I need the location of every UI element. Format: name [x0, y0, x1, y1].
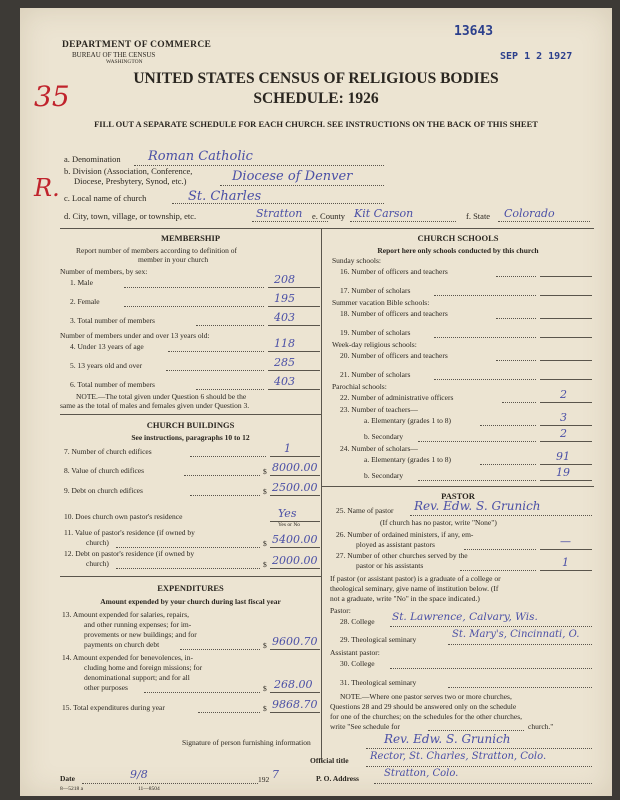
q27-label-1: 27. Number of other churches served by the — [336, 551, 468, 560]
form-instructions: FILL OUT A SEPARATE SCHEDULE FOR EACH CHURCH. SEE INSTRUCTIONS ON THE BACK OF THIS SHEET — [94, 119, 538, 129]
q25-value: Rev. Edw. S. Grunich — [414, 499, 541, 513]
sunday-schools-label: Sunday schools: — [332, 256, 381, 265]
q30-label: 30. College — [340, 659, 375, 668]
state-value: Colorado — [504, 207, 555, 220]
q6-label: 6. Total number of members — [70, 380, 155, 389]
q13-label-1: 13. Amount expended for salaries, repairs, — [62, 610, 190, 619]
q6-value: 403 — [274, 375, 295, 388]
division-value: Diocese of Denver — [232, 169, 353, 184]
department-name: DEPARTMENT OF COMMERCE — [62, 40, 212, 50]
q27-value: 1 — [562, 556, 569, 569]
q8-value: 8000.00 — [272, 461, 318, 474]
q17-label: 17. Number of scholars — [340, 286, 411, 295]
official-title-label: Official title — [310, 756, 349, 765]
q4-value: 118 — [274, 337, 295, 350]
pastor-heading: PASTOR — [441, 491, 475, 501]
q14-label-3: denominational support; and for all — [84, 673, 190, 682]
stamp-number: 13643 — [454, 24, 494, 39]
division-label-1: b. Division (Association, Conference, — [64, 166, 193, 176]
q14-label-1: 14. Amount expended for benevolences, in- — [62, 653, 194, 662]
q14-value: 268.00 — [274, 678, 313, 691]
age-intro-label: Number of members under and over 13 years old: — [60, 331, 210, 340]
q25-note: (If church has no pastor, write "None") — [380, 518, 497, 527]
q15-label: 15. Total expenditures during year — [62, 703, 165, 712]
graduate-note-2: theological seminary, give name of institution below. (If — [330, 584, 499, 593]
margin-letter: R. — [34, 174, 60, 202]
year-prefix: 192 — [258, 775, 270, 784]
q13-value: 9600.70 — [272, 635, 318, 648]
city-value: Stratton — [256, 207, 303, 220]
q23b-label: b. Secondary — [364, 432, 404, 441]
q22-value: 2 — [560, 388, 567, 401]
graduate-note-3: not a graduate, write "No" in the space indicated.) — [330, 594, 480, 603]
q13-label-3: provements or new buildings; and for — [84, 630, 197, 639]
q19-label: 19. Number of scholars — [340, 328, 411, 337]
po-address-label: P. O. Address — [316, 774, 359, 783]
q5-value: 285 — [274, 356, 295, 369]
q26-value: — — [560, 535, 571, 548]
census-form-sheet: DEPARTMENT OF COMMERCE BUREAU OF THE CENSUS WASHINGTON 13643 SEP 1 2 1927 35 R. UNITED STATES CENSUS OF RELIGIOUS BODIES SCHEDULE: 1926 FILL OUT A SEPARATE SCHEDULE FOR EACH CHURCH. SEE INSTRUCTIONS ON THE BACK OF THIS SHEET a. Denomination Roman Catholic b. Division (Association, Conference, Diocese, Presbytery, Synod, etc.) Diocese of Denver c. Local name of church St. Charles d. City, town, village, or township, etc. Stratton e. County Kit Carson f. State Colorado MEMBERSHIP Report number of members according to definition of member in your church Number of members, by sex: 1. Male 208 2. Female 195 3. Total number of members 403 Number of members under and over 13 years old: 4. Under 13 years of age 118 5. 13 years old and over 285 6. Total number of members 403 NOTE.—The total given under Question 6 should be the same as the total of males and females given under Question 3. CHURCH BUILDINGS See instructions, paragraphs 10 to 12 7. Number of church edifices 1 8. Value of church edifices $ 8000.00 9. Debt on church edifices $ 2500.00 10. Does church own pastor's residence Yes Yes or No 11. Value of pastor's residence (if owned by church) $ 5400.00 12. Debt on pastor's residence (if owned by church) $ 2000.00 EXPENDITURES Amount expended by your church during last fiscal year 13. Amount expended for salaries, repairs, and other running expenses; for im- provements or new buildings; and for payments on church debt $ 9600.70 14. Amount expended for benevolences, in- cluding home and foreign missions; for denominational support; and for all other purposes $ 268.00 15. Total expenditures during year $ 9868.70 CHURCH SCHOOLS Report here only schools conducted by this church Sunday schools: 16. Number of officers and teachers 17. Number of scholars Summer vacation Bible schools: 18. Number of officers and teachers 19. Number of scholars Week-day religious schools: 20. Number of officers and teachers 21. Number of scholars Parochial schools: 22. Number of administrative officers 2 23. Number of teachers— a. Elementary (grades 1 to 8) 3 b. Secondary 2 24. Number of scholars— a. Elementary (grades 1 to 8) 91 b. Secondary 19 PASTOR 25. Name of pastor Rev. Edw. S. Grunich (If church has no pastor, write "None") 26. Number of ordained ministers, if any, em- ployed as assistant pastors — 27. Number of other churches served by the pastor or his assistants 1 If pastor (or assistant pastor) is a graduate of a college or theological seminary, give name of institution below. (If not a graduate, write "No" in the space indicated.) Pastor: 28. College St. Lawrence, Calvary, Wis. 29. Theological seminary St. Mary's, Cincinnati, O. Assistant pastor: 30. College 31. Theological seminary NOTE.—Where one pastor serves two or more churches, Questions 28 and 29 should be answered only on the schedule for one of the churches; on the schedules for the other churches, write "See schedule for church." Signature of person furnishing information Rev. Edw. S. Grunich Official title Rector, St. Charles, Stratton, Colo. Date 9/8 192 7 P. O. Address Stratton, Colo. 8—5218 a 11—8504 — [20, 8, 612, 796]
q28-label: 28. College — [340, 617, 375, 626]
margin-number: 35 — [34, 80, 70, 113]
q23b-value: 2 — [560, 427, 567, 440]
county-label: e. County — [312, 211, 346, 221]
membership-intro-1: Report number of members according to definition of — [76, 246, 237, 255]
q2-label: 2. Female — [70, 297, 100, 306]
denomination-label: a. Denomination — [64, 154, 121, 164]
q10-label: 10. Does church own pastor's residence — [64, 512, 183, 521]
q18-label: 18. Number of officers and teachers — [340, 309, 448, 318]
q16-label: 16. Number of officers and teachers — [340, 267, 448, 276]
summer-schools-label: Summer vacation Bible schools: — [332, 298, 430, 307]
form-code-1: 8—5218 a — [60, 786, 84, 792]
yes-no-hint: Yes or No — [278, 522, 301, 528]
q23a-label: a. Elementary (grades 1 to 8) — [364, 416, 452, 425]
q15-value: 9868.70 — [272, 698, 318, 711]
q13-label-2: and other running expenses; for im- — [84, 620, 192, 629]
form-title: UNITED STATES CENSUS OF RELIGIOUS BODIES — [133, 70, 499, 87]
q14-label-4: other purposes — [84, 683, 128, 692]
division-label-2: Diocese, Presbytery, Synod, etc.) — [74, 176, 187, 186]
q26-label-1: 26. Number of ordained ministers, if any, em- — [336, 530, 474, 539]
date-label: Date — [60, 774, 75, 783]
q8-label: 8. Value of church edifices — [64, 466, 145, 475]
pastor-subheading: Pastor: — [330, 606, 351, 615]
q24-label: 24. Number of scholars— — [340, 444, 418, 453]
q11-label-1: 11. Value of pastor's residence (if owned by — [64, 528, 195, 537]
expenditures-heading: EXPENDITURES — [157, 583, 224, 593]
q28-value: St. Lawrence, Calvary, Wis. — [392, 611, 538, 623]
q1-label: 1. Male — [70, 278, 93, 287]
membership-note-2: same as the total of males and females given under Question 3. — [60, 401, 250, 410]
signature-value: Rev. Edw. S. Grunich — [384, 732, 511, 746]
membership-intro-2: member in your church — [138, 255, 209, 264]
q27-label-2: pastor or his assistants — [356, 561, 424, 570]
q24b-value: 19 — [556, 466, 570, 479]
q10-value: Yes — [278, 507, 297, 520]
membership-heading: MEMBERSHIP — [160, 233, 221, 243]
members-by-sex-label: Number of members, by sex: — [60, 267, 148, 276]
q22-label: 22. Number of administrative officers — [340, 393, 454, 402]
weekday-schools-label: Week-day religious schools: — [332, 340, 417, 349]
signature-label: Signature of person furnishing information — [182, 738, 311, 747]
date-value: 9/8 — [130, 768, 148, 781]
church-name-label: c. Local name of church — [64, 193, 147, 203]
q7-value: 1 — [284, 442, 291, 455]
schools-heading: CHURCH SCHOOLS — [417, 233, 499, 243]
q1-value: 208 — [274, 273, 295, 286]
q12-label-1: 12. Debt on pastor's residence (if owned by — [64, 549, 195, 558]
buildings-heading: CHURCH BUILDINGS — [146, 420, 235, 430]
pastor-note-4: write "See schedule for — [330, 722, 400, 731]
pastor-note-1: NOTE.—Where one pastor serves two or more churches, — [340, 692, 512, 701]
pastor-note-3: for one of the churches; on the schedules for the other churches, — [330, 712, 523, 721]
q11-value: 5400.00 — [272, 533, 318, 546]
q31-label: 31. Theological seminary — [340, 678, 417, 687]
q12-value: 2000.00 — [272, 554, 318, 567]
expenditures-intro: Amount expended by your church during last fiscal year — [100, 597, 281, 606]
form-code-2: 11—8504 — [138, 786, 160, 792]
parochial-schools-label: Parochial schools: — [332, 382, 387, 391]
q11-label-2: church) — [86, 538, 109, 547]
official-title-value: Rector, St. Charles, Stratton, Colo. — [370, 751, 547, 762]
buildings-intro: See instructions, paragraphs 10 to 12 — [131, 433, 250, 442]
q29-label: 29. Theological seminary — [340, 635, 417, 644]
membership-note-1: NOTE.—The total given under Question 6 should be the — [76, 392, 247, 401]
q23-label: 23. Number of teachers— — [340, 405, 418, 414]
q23a-value: 3 — [560, 411, 567, 424]
q24a-value: 91 — [556, 450, 570, 463]
state-label: f. State — [466, 211, 491, 221]
q7-label: 7. Number of church edifices — [64, 447, 152, 456]
graduate-note-1: If pastor (or assistant pastor) is a graduate of a college or — [330, 574, 501, 583]
q9-value: 2500.00 — [272, 481, 318, 494]
q9-label: 9. Debt on church edifices — [64, 486, 143, 495]
bureau-name: BUREAU OF THE CENSUS — [72, 51, 156, 59]
q4-label: 4. Under 13 years of age — [70, 342, 144, 351]
pastor-note-2: Questions 28 and 29 should be answered only on the schedule — [330, 702, 517, 711]
pastor-note-5: church." — [528, 722, 554, 731]
q24b-label: b. Secondary — [364, 471, 404, 480]
q25-label: 25. Name of pastor — [336, 506, 394, 515]
po-address-value: Stratton, Colo. — [384, 768, 459, 779]
q3-label: 3. Total number of members — [70, 316, 155, 325]
schools-intro: Report here only schools conducted by this church — [377, 246, 539, 255]
county-value: Kit Carson — [354, 207, 414, 220]
q2-value: 195 — [274, 292, 295, 305]
q13-label-4: payments on church debt — [84, 640, 160, 649]
q29-value: St. Mary's, Cincinnati, O. — [452, 629, 580, 640]
assistant-pastor-subheading: Assistant pastor: — [330, 648, 380, 657]
q26-label-2: ployed as assistant pastors — [356, 540, 435, 549]
q14-label-2: cluding home and foreign missions; for — [84, 663, 203, 672]
denomination-value: Roman Catholic — [148, 149, 253, 164]
q20-label: 20. Number of officers and teachers — [340, 351, 448, 360]
q5-label: 5. 13 years old and over — [70, 361, 143, 370]
form-subtitle: SCHEDULE: 1926 — [253, 90, 379, 107]
q24a-label: a. Elementary (grades 1 to 8) — [364, 455, 452, 464]
q12-label-2: church) — [86, 559, 109, 568]
stamp-date: SEP 1 2 1927 — [500, 51, 573, 62]
church-name-value: St. Charles — [188, 189, 262, 204]
year-value: 7 — [272, 768, 279, 781]
q21-label: 21. Number of scholars — [340, 370, 411, 379]
city-label: d. City, town, village, or township, etc. — [64, 211, 197, 221]
bureau-city: WASHINGTON — [106, 59, 143, 65]
q3-value: 403 — [274, 311, 295, 324]
